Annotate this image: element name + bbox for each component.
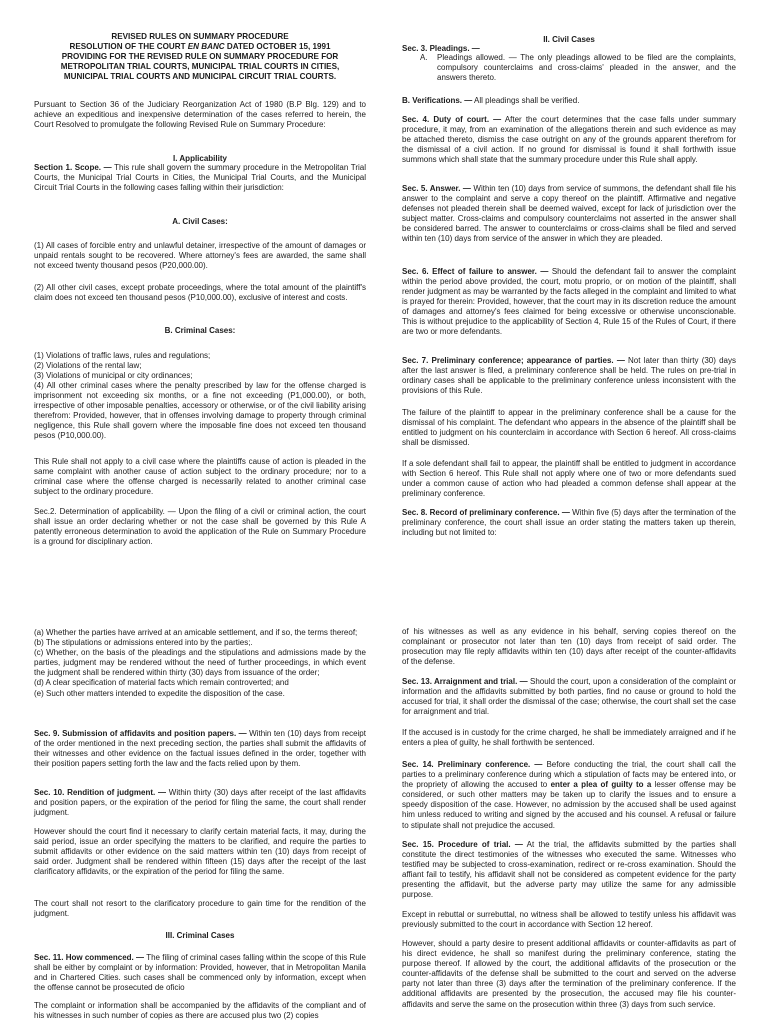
custody-paragraph: If the accused is in custody for the crime charged, he shall be immediately arraigned and if he enters a plea of guilty, he shall forthwith be sentenced. (402, 728, 736, 748)
additional-affidavits-paragraph: However, should a party desire to present additional affidavits or counter-affidavits as part of his direct evidence, he shall so manifest during the preliminary conference, stating the purpose thereof. If allowed by the court, the additional affidavits of the prosecution or the counter-affidavits of the defense shall be submitted to the court and served on the adverse party not later than three (3) days after the termination of the preliminary conference. If the additional affidavits are presented by the prosecution, the accused may file his counter-affidavits and serve the same on the prosecution within three (3) days from such service. (402, 939, 736, 1009)
section-14-text-start: Before conducting the trial, the court shall call the parties to a preliminary conference during which a stipulation of facts may be entered into, or the propriety of allowing the accused to (402, 760, 737, 790)
section-5-text: Within ten (10) days from service of summons, the defendant shall file his answer to the complaint and serve a copy thereof on the plaintiff. Affirmative and negative defenses not pleaded therein shall be deemed waived, except for lack of jurisdiction over the subject matter. Cross-claims and compulsory counterclaims not asserted in the answer shall be considered barred. The answer to counterclaims or cross-claims shall be filed and served within ten (10) days from service of the answer in which they are pleaded. (402, 184, 736, 243)
criminal-cases-heading: B. Criminal Cases: (164, 326, 236, 335)
exclusion-paragraph: This Rule shall not apply to a civil case where the plaintiffs cause of action is pleaded in the same complaint with another cause of action subject to the ordinary procedure; nor to a criminal case where the offense charged is necessarily related to another criminal case subject to the ordinary procedure. (34, 457, 366, 496)
document-title (34, 32, 366, 82)
criminal-cases-list (34, 351, 366, 441)
title-line-2 (34, 42, 366, 52)
section-14-paragraph (402, 760, 736, 831)
verifications-paragraph (402, 96, 736, 106)
sole-defendant-paragraph: If a sole defendant shall fail to appear, the plaintiff shall be entitled to judgment in accordance with Section 6 hereof. This Rule shall not apply where one of two or more defendants sued under a common cause of action who had pleaded a common defense shall appear at the preliminary conference. (402, 459, 736, 498)
verifications-label: B. Verifications. — (402, 96, 473, 105)
section-14-label: Sec. 14. Preliminary conference. — (402, 760, 543, 769)
section-13-text: Should the court, upon a consideration of the complaint or information and the affidavits submitted by both parties, find no cause or ground to hold the accused for trial, it shall order the dismissal of the case; otherwise, the court shall set the case for arraignment and trial. (402, 677, 736, 717)
section-1-text: This rule shall govern the summary procedure in the Metropolitan Trial Courts, the Municipal Trial Courts in Cities, the Municipal Trial Courts, and the Municipal Circuit Trial Courts in the following cases falling within their jurisdiction: (34, 163, 366, 192)
title-line-3: PROVIDING FOR THE REVISED RULE ON SUMMARY PROCEDURE FOR (61, 51, 339, 61)
clarification-paragraph: However should the court find it necessary to clarify certain material facts, it may, during the said period, issue an order specifying the matters to be clarified, and require the parties to submit affidavits or other evidence on the said matters within ten (10) days from receipt of said order. Judgment shall be rendered within fifteen (15) days after the receipt of the last clarificatory affidavits, or the expiration of the period for filing the same. (34, 827, 366, 877)
section-10-label: Sec. 10. Rendition of judgment. — (34, 788, 167, 797)
item-marker: A. (420, 53, 428, 62)
section-10-text: Within thirty (30) days after receipt of the last affidavits and position papers, or the expiration of the period for filing the same, the court shall render judgment. (34, 788, 366, 818)
civil-case-item: (1) All cases of forcible entry and unlawful detainer, irrespective of the amount of damages or unpaid rentals sought to be recovered. Where attorney's fees are awarded, the same shall not exceed twenty thousand pesos (P20,000.00). (34, 241, 366, 270)
section-11-paragraph (34, 953, 366, 993)
criminal-case-item: (1) Violations of traffic laws, rules and regulations; (34, 351, 211, 360)
civil-cases-heading: A. Civil Cases: (172, 217, 228, 226)
section-13-paragraph (402, 677, 736, 717)
section-6-text: Should the defendant fail to answer the complaint within the period above provided, the court, motu proprio, or on motion of the plaintiff, shall render judgment as may be warranted by the facts alleged in the complaint and limited to what is prayed for therein: Provided, however, that the court may in its discretion reduce the amount of damages and attorney's fees claimed for being excessive or otherwise unconscionable. This is without prejudice to the applicability of Section 4, Rule 15 of the Rules of Court, if there are two or more defendants. (402, 267, 736, 336)
section-5-label: Sec. 5. Answer. — (402, 184, 471, 193)
section-11-text: The filing of criminal cases falling within the scope of this Rule shall be either by complaint or by information: Provided, however, that in Metropolitan Manila and in Chartered Cities. such cases shall be commenced only by information, except when the offense cannot be prosecuted de oficio (34, 953, 367, 993)
order-matters-list (34, 628, 366, 699)
rebuttal-paragraph: Except in rebuttal or surrebuttal, no witness shall be allowed to testify unless his affidavit was previously submitted to the court in accordance with Section 12 hereof. (402, 910, 736, 930)
section-4-paragraph (402, 115, 736, 165)
criminal-case-item: (2) Violations of the rental law; (34, 361, 142, 370)
section-8-text: Within five (5) days after the termination of the preliminary conference, the court shall issue an order stating the matters taken up therein, including but not limited to: (402, 508, 736, 537)
order-matter-item: (d) A clear specification of material facts which remain controverted; and (34, 678, 289, 688)
section-15-label: Sec. 15. Procedure of trial. — (402, 840, 523, 849)
civil-cases-part-heading: II. Civil Cases (543, 35, 595, 44)
section-14-bold-phrase: enter a plea of guilty to a (550, 780, 652, 790)
section-9-text: Within ten (10) days from receipt of the order mentioned in the next preceding section, the parties shall submit the affidavits of their witnesses and other evidence on the factual issues defined in the order, together with their position papers setting forth the law and the facts relied upon by them. (34, 729, 366, 769)
section-8-label: Sec. 8. Record of preliminary conference. — (402, 508, 570, 517)
title-line-2-start: RESOLUTION OF THE COURT (69, 41, 186, 51)
section-14-text-end: lesser offense may be considered, or such other matters may be taken up to clarify the issues and to ensure a speedy disposition of the case. However, no admission by the accused shall be used against him unless reduced to writing and signed by the accused and his counsel. A refusal or failure to stipulate shall not prejudice the accused. (402, 780, 736, 830)
order-matter-item: (b) The stipulations or admissions entered into by the parties;. (34, 638, 253, 648)
section-5-paragraph (402, 184, 736, 244)
section-7-text: Not later than thirty (30) days after the last answer is filed, a preliminary conference shall be held. The rules on pre-trial in ordinary cases shall be applicable to the preliminary conference unless inconsistent with the provisions of this Rule. (402, 356, 737, 395)
section-6-label: Sec. 6. Effect of failure to answer. — (402, 267, 549, 276)
title-line-4: METROPOLITAN TRIAL COURTS, MUNICIPAL TRIAL COURTS IN CITIES, (60, 61, 340, 71)
section-15-paragraph (402, 840, 736, 901)
section-9-paragraph (34, 729, 366, 769)
applicability-heading: I. Applicability (173, 154, 227, 163)
section-15-text: At the trial, the affidavits submitted by the parties shall constitute the direct testimonies of the witnesses who executed the same. Witnesses who testified may be subjected to cross-examination, redirect or re-cross examination. Should the affiant fail to testify, his affidavit shall not be considered as competent evidence for the party presenting the affidavit, but the adverse party may utilize the same for any admissible purpose. (402, 840, 736, 900)
section-4-label: Sec. 4. Duty of court. — (402, 115, 502, 124)
order-matter-item: (c) Whether, on the basis of the pleadings and the stipulations and admissions made by the parties, judgment may be rendered without the need of further proceedings, in which event the judgment shall be rendered within thirty (30) days from issuance of the order; (34, 648, 366, 678)
section-11-label: Sec. 11. How commenced. — (34, 953, 145, 962)
civil-case-item: (2) All other civil cases, except probate proceedings, where the total amount of the plaintiff's claim does not exceed ten thousand pesos (P10,000.00), exclusive of interest and costs. (34, 283, 366, 302)
continuation-paragraph: of his witnesses as well as any evidence in his behalf, serving copies thereof on the complainant or prosecutor not later than ten (10) days from receipt of said order. The prosecution may file reply affidavits within ten (10) days after receipt of the counter-affidavits of the defense. (402, 627, 736, 667)
section-4-text: After the court determines that the case falls under summary procedure, it may, from an examination of the allegations therein and such evidence as may be attached thereto, dismiss the case outright on any of the grounds apparent therefrom for the dismissal of a civil action. If no ground for dismissal is found it shall forthwith issue summons which shall state that the summary procedure under this Rule shall apply. (402, 115, 737, 164)
plaintiff-failure-paragraph: The failure of the plaintiff to appear in the preliminary conference shall be a cause for the dismissal of his complaint. The defendant who appears in the absence of the plaintiff shall be entitled to judgment on his counterclaim in accordance with Section 6 hereof. All cross-claims shall be dismissed. (402, 408, 736, 447)
section-13-label: Sec. 13. Arraignment and trial. — (402, 677, 528, 686)
section-10-paragraph (34, 788, 366, 818)
title-line-1: REVISED RULES ON SUMMARY PROCEDURE (111, 32, 289, 41)
section-7-paragraph (402, 356, 736, 396)
section-1-paragraph (34, 163, 366, 193)
intro-paragraph: Pursuant to Section 36 of the Judiciary Reorganization Act of 1980 (B.P Blg. 129) and to achieve an expeditious and inexpensive determination of the cases referred to herein, the Court Resolved to promulgate the following Revised Rule on Summary Procedure: (34, 100, 366, 129)
criminal-case-item: (4) All other criminal cases where the penalty prescribed by law for the offense charged is imprisonment not exceeding six months, or a fine not exceeding (P1,000.00), or both, irrespective of other imposable penalties, accessory or otherwise, or of the civil liability arising therefrom: Provided, however, that in offenses involving damage to property through criminal negligence, this Rule shall govern where the imposable fine does not exceed ten thousand pesos (P10,000.00). (34, 381, 366, 440)
section-9-label: Sec. 9. Submission of affidavits and position papers. — (34, 729, 247, 738)
order-matter-item: (e) Such other matters intended to expedite the disposition of the case. (34, 688, 285, 698)
verifications-text: All pleadings shall be verified. (474, 96, 580, 105)
section-1-label: Section 1. Scope. — (34, 163, 112, 172)
section-8-paragraph (402, 508, 736, 538)
complaint-affidavits-paragraph: The complaint or information shall be accompanied by the affidavits of the compliant and of his witnesses in such number of copies as there are accused plus two (2) copies (34, 1001, 366, 1021)
pleadings-allowed-text: Pleadings allowed. — The only pleadings allowed to be filed are the complaints, compulsory counterclaims and cross-claims' pleaded in the answer, and the answers thereto. (437, 53, 736, 82)
title-line-2-end: DATED OCTOBER 15, 1991 (226, 41, 331, 51)
section-2-paragraph: Sec.2. Determination of applicability. — Upon the filing of a civil or criminal action, the court shall issue an order declaring whether or not the case shall be governed by this Rule A patently erroneous determination to avoid the application of the Rule on Summary Procedure is a ground for disciplinary action. (34, 507, 366, 546)
criminal-cases-part-heading: III. Criminal Cases (165, 931, 235, 940)
section-3-title: Sec. 3. Pleadings. — (402, 44, 480, 53)
order-matter-item: (a) Whether the parties have arrived at an amicable settlement, and if so, the terms thereof; (34, 628, 358, 637)
no-delay-paragraph: The court shall not resort to the clarificatory procedure to gain time for the rendition of the judgment. (34, 899, 366, 919)
section-6-paragraph (402, 267, 736, 337)
pleadings-allowed-item (420, 53, 736, 83)
title-line-5: MUNICIPAL TRIAL COURTS AND MUNICIPAL CIRCUIT TRIAL COURTS. (63, 71, 337, 81)
criminal-case-item: (3) Violations of municipal or city ordinances; (34, 371, 193, 380)
title-en-banc: EN BANC (187, 41, 225, 51)
section-7-label: Sec. 7. Preliminary conference; appearance of parties. — (402, 356, 625, 365)
